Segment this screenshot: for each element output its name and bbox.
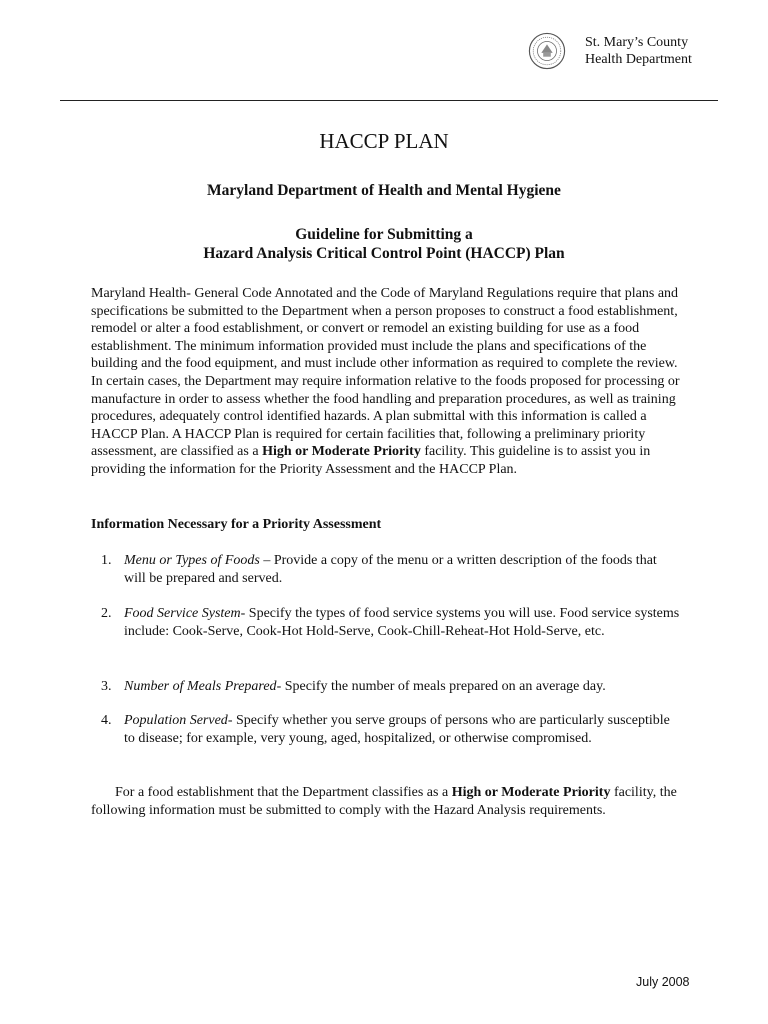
list-number: 4. — [101, 713, 112, 728]
section-heading: Information Necessary for a Priority Assessment — [91, 517, 382, 532]
list-number: 1. — [101, 553, 112, 568]
footer-date: July 2008 — [636, 975, 690, 989]
list-description: Specify whether you serve groups of persons who are particularly susceptible to disease; for example, very young, aged, hospitalized, or otherwise compromised. — [124, 713, 670, 746]
guideline-line-2: Hazard Analysis Critical Control Point (HACCP) Plan — [203, 245, 565, 262]
list-separator: - — [276, 679, 285, 694]
intro-priority-bold: High or Moderate Priority — [262, 444, 421, 460]
list-term: Population Served — [124, 713, 228, 728]
list-number: 2. — [101, 606, 112, 621]
header-divider — [60, 100, 718, 101]
closing-text-1: For a food establishment that the Department classifies as a — [115, 785, 452, 800]
list-term: Number of Meals Prepared — [124, 679, 277, 694]
guideline-heading — [0, 225, 768, 263]
list-number: 3. — [101, 679, 112, 694]
list-text — [124, 605, 681, 640]
document-title: HACCP PLAN — [319, 129, 449, 153]
organization-name — [585, 34, 692, 68]
page-header — [0, 30, 768, 90]
county-seal-icon — [528, 32, 566, 70]
list-text — [124, 712, 681, 747]
list-term: Food Service System — [124, 606, 241, 621]
list-separator: - — [240, 606, 249, 621]
list-separator: - — [227, 713, 236, 728]
department-subtitle: Maryland Department of Health and Mental Hygiene — [207, 182, 561, 199]
list-separator: – — [259, 553, 274, 568]
org-line-2: Health Department — [585, 52, 692, 67]
list-text — [124, 678, 681, 696]
list-description: Specify the types of food service systems you will use. Food service systems include: Cook-Serve, Cook-Hot Hold-Serve, Cook-Chill-Reheat-Hot Hold-Serve, etc. — [124, 606, 680, 639]
list-description: Specify the number of meals prepared on an average day. — [284, 679, 606, 694]
intro-text-2: facility. This guideline is to assist you in providing the information for the Priority Assessment and the HACCP Plan. — [91, 444, 651, 477]
list-description: Provide a copy of the menu or a written description of the foods that will be prepared and served. — [124, 553, 657, 586]
list-term: Menu or Types of Foods — [124, 553, 260, 568]
guideline-line-1: Guideline for Submitting a — [295, 226, 473, 243]
closing-text-2: facility, the following information must be submitted to comply with the Hazard Analysis requirements. — [91, 785, 677, 818]
intro-paragraph — [91, 285, 687, 479]
closing-paragraph — [91, 784, 687, 819]
closing-priority-bold: High or Moderate Priority — [451, 785, 611, 800]
org-line-1: St. Mary’s County — [585, 35, 689, 50]
intro-text-1: Maryland Health- General Code Annotated and the Code of Maryland Regulations require that plans and specifications be submitted to the Department when a person proposes to construct a food establishment, remodel or alter a food establishment, or convert or remodel an existing building for use as a food establishment. The minimum information provided must include the plans and specifications of the building and the food equipment, and must include other information as required to complete the review. In certain cases, the Department may require information relative to the foods proposed for processing or manufacture in order to assess whether the food handling and preparation procedures, as well as training procedures, adequately control identified hazards. A plan submittal with this information is called a HACCP Plan. A HACCP Plan is required for certain facilities that, following a preliminary priority assessment, are classified as a — [91, 286, 680, 460]
list-text — [124, 552, 681, 587]
